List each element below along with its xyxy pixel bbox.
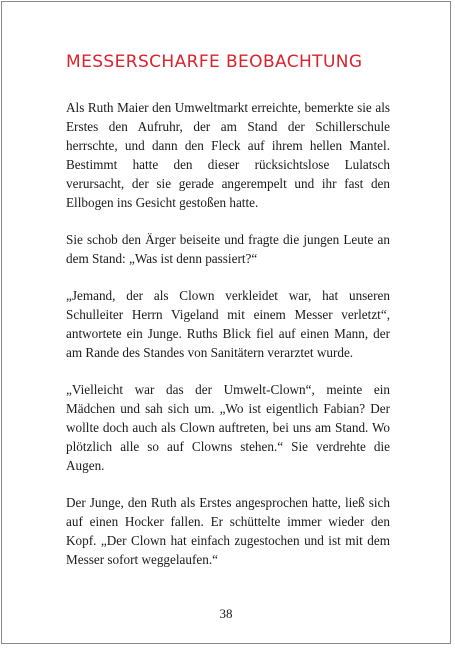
book-page [1, 1, 451, 644]
page-number: 38 [219, 606, 233, 621]
paragraph-2: Sie schob den Ärger beiseite und fragte die jungen Leute an dem Stand: „Was ist denn passiert?“ [66, 232, 390, 266]
paragraph-3: „Jemand, der als Clown verkleidet war, hat unseren Schulleiter Herrn Vigeland mit einem Messer verletzt“, antwortete ein Junge. Ruths Blick fiel auf einen Mann, der am Rande des Standes von Sanitätern verarztet wurde. [66, 288, 390, 360]
paragraph-1: Als Ruth Maier den Umweltmarkt erreichte, bemerkte sie als Erstes den Aufruhr, der am Stand der Schillerschule herrschte, und dann den Fleck auf ihrem hellen Mantel. Bestimmt hatte den dieser rücksichtslose Lulatsch verursacht, der sie gerade angerempelt und ihr fast den Ellbogen ins Gesicht gestoßen hatte. [66, 100, 390, 210]
chapter-body [66, 98, 390, 587]
paragraph-4: „Vielleicht war das der Umwelt-Clown“, meinte ein Mädchen und sah sich um. „Wo ist eigentlich Fabian? Der wollte doch auch als Clown auftreten, bei uns am Stand. Wo plötzlich alle so auf Clowns stehen.“ Sie verdrehte die Augen. [66, 382, 390, 473]
chapter-title: MESSERSCHARFE BEOBACHTUNG [66, 52, 363, 72]
paragraph-5: Der Junge, den Ruth als Erstes angesprochen hatte, ließ sich auf einen Hocker fallen. Er schüttelte immer wieder den Kopf. „Der Clown hat einfach zugestochen und ist mit dem Messer sofort weggelaufen.“ [66, 495, 390, 567]
